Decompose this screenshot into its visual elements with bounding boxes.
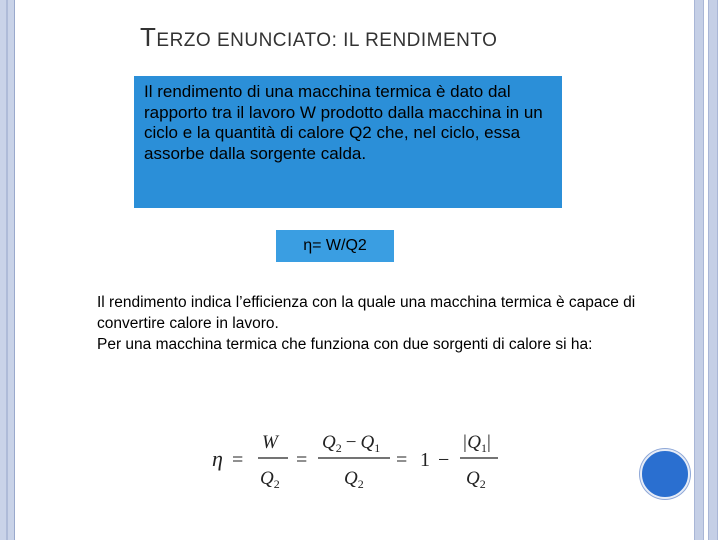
eq-equals: =: [232, 449, 244, 471]
slide-title: [140, 22, 497, 53]
formula-box: [276, 230, 394, 262]
eq-q2-den: $Q_2$: [260, 468, 280, 491]
eq-numerator: $Q_2 - Q_1$: [322, 432, 381, 455]
eq-eta: η: [212, 446, 223, 471]
eq-equals: =: [296, 449, 308, 471]
left-decorative-border: [0, 0, 15, 540]
eq-minus: −: [438, 449, 450, 471]
right-border-bar: [694, 0, 704, 540]
decorative-circle: [640, 449, 690, 499]
title-initial: T: [140, 22, 157, 52]
definition-box: [134, 76, 562, 208]
eq-w: W: [262, 432, 278, 453]
eq-q2-den: $Q_2$: [466, 468, 486, 491]
efficiency-equation: [208, 426, 508, 492]
paragraph-two-sources: Per una macchina termica che funziona con due sorgenti di calore si ha:: [97, 336, 593, 353]
eq-equals: =: [396, 449, 408, 471]
eq-abs-q1: $|Q_1|$: [462, 432, 491, 455]
eq-q2-den: $Q_2$: [344, 468, 364, 491]
right-decorative-border: [694, 0, 720, 540]
formula-text: η= W/Q2: [303, 237, 367, 254]
paragraph-efficiency: Il rendimento indica l’efficienza con la quale una macchina termica è capace di convertire calore in lavoro.: [97, 294, 636, 332]
body-text: [97, 292, 667, 355]
eq-one: 1: [420, 449, 430, 471]
right-border-bar: [708, 0, 718, 540]
title-rest: ERZO ENUNCIATO: IL RENDIMENTO: [156, 30, 498, 51]
definition-text: Il rendimento di una macchina termica è dato dal rapporto tra il lavoro W prodotto dalla macchina in un ciclo e la quantità di calore Q2 che, nel ciclo, essa assorbe dalla sorgente calda.: [144, 82, 543, 163]
